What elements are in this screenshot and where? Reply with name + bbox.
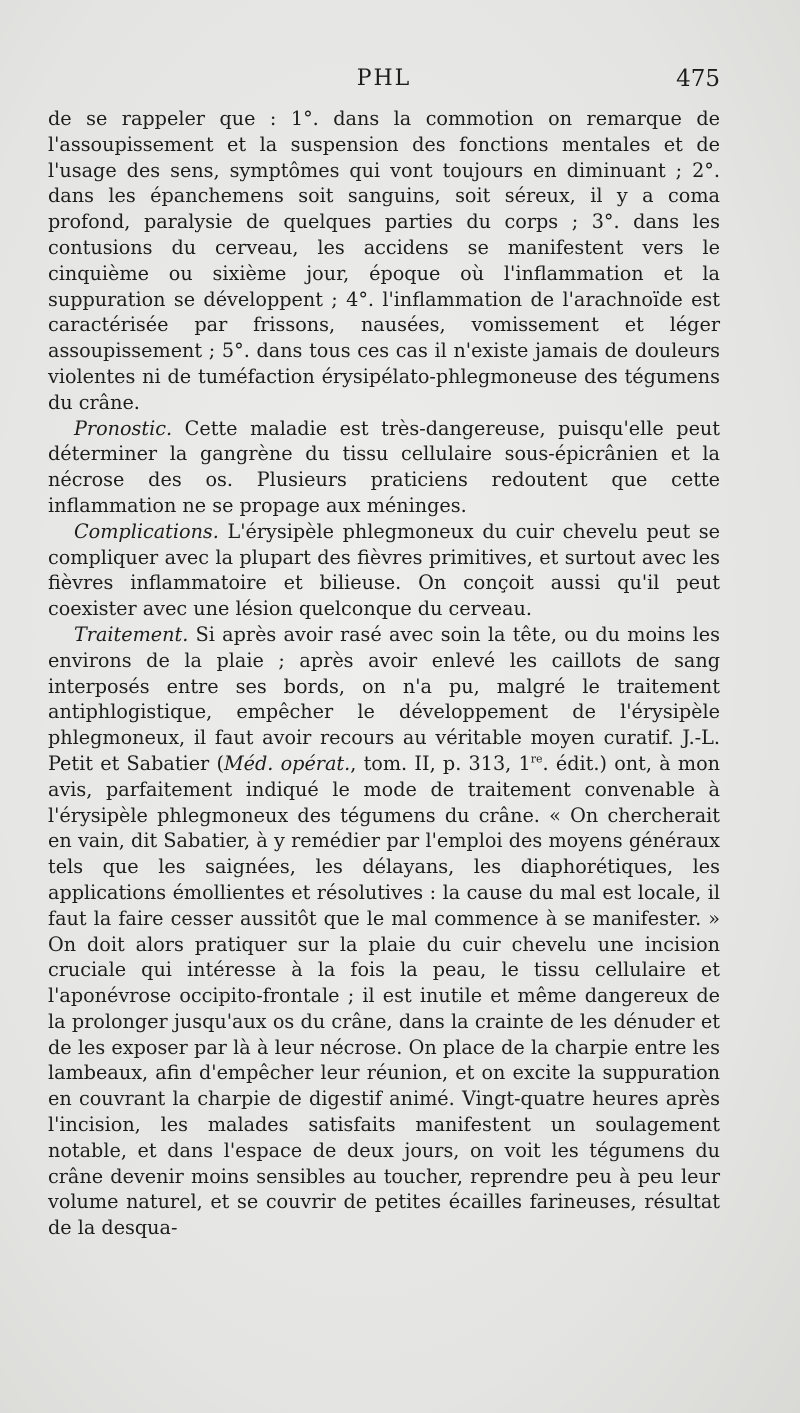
section-heading-pronostic: Pronostic. <box>74 416 173 440</box>
body-text <box>48 106 720 1241</box>
paragraph-text: , tom. II, p. 313, 1 <box>350 751 531 775</box>
paragraph-text: de se rappeler que : 1°. dans la commotion on remarque de l'assoupissement et la suspension des fonctions mentales et de l'usage des sens, symptômes qui vont toujours en diminuant ; 2°. dans les épanchemens soit sanguins, soit séreux, il y a coma profond, paralysie de quelques parties du corps ; 3°. dans les contusions du cerveau, les accidens se manifestent vers le cinquième ou sixième jour, époque où l'inflammation et la suppuration se développent ; 4°. l'inflammation de l'arachnoïde est caractérisée par frissons, nausées, vomissement et léger assoupissement ; 5°. dans tous ces cas il n'existe jamais de douleurs violentes ni de tuméfaction érysipélato-phlegmoneuse des tégumens du crâne. <box>48 107 720 414</box>
reference-title: Méd. opérat. <box>223 751 351 775</box>
paragraph-text: Cette maladie est très-dangereuse, puisqu'elle peut déterminer la gangrène du tissu cellulaire sous-épicrânien et la nécrose des os. Plusieurs praticiens redoutent que cette inflammation ne se propage aux méninges. <box>48 416 720 517</box>
paragraph-text: L'érysipèle phlegmoneux du cuir chevelu peut se compliquer avec la plupart des fièvres primitives, et surtout avec les fièvres inflammatoire et bilieuse. On conçoit aussi qu'il peut coexister avec une lésion quelconque du cerveau. <box>48 519 720 621</box>
paragraph-traitement <box>48 622 720 1241</box>
paragraph-pronostic <box>48 416 720 519</box>
paragraph-text: Si après avoir rasé avec soin la tête, ou du moins les environs de la plaie ; après avoir enlevé les caillots de sang interposés entre ses bords, on n'a pu, malgré le traitement antiphlogistique, empêcher le développement de l'érysipèle phlegmoneux, il faut avoir recours au véritable moyen curatif. J.-L. Petit et Sabatier ( <box>48 622 720 775</box>
paragraph-complications <box>48 519 720 622</box>
running-title: PHL <box>356 66 412 91</box>
page-header <box>48 66 720 96</box>
paragraph-text: . édit.) ont, à mon avis, parfaitement indiqué le mode de traitement convenable à l'érysipèle phlegmoneux des tégumens du crâne. « On chercherait en vain, dit Sabatier, à y remédier par l'emploi des moyens généraux tels que les saignées, les délayans, les diaphorétiques, les applications émollientes et résolutives : la cause du mal est locale, il faut la faire cesser aussitôt que le mal commence à se manifester. » On doit alors pratiquer sur la plaie du cuir chevelu une incision cruciale qui intéresse à la fois la peau, le tissu cellulaire et l'aponévrose occipito-frontale ; il est inutile et même dangereux de la prolonger jusqu'aux os du crâne, dans la crainte de les dénuder et de les exposer par là à leur nécrose. On place de la charpie entre les lambeaux, afin d'empêcher leur réunion, et on excite la suppuration en couvrant la charpie de digestif animé. Vingt-quatre heures après l'incision, les malades satisfaits manifestent un soulagement notable, et dans l'espace de deux jours, on voit les tégumens du crâne devenir moins sensibles au toucher, reprendre peu à peu leur volume naturel, et se couvrir de petites écailles farineuses, résultat de la desqua- <box>48 751 720 1240</box>
edition-superscript: re <box>530 752 543 766</box>
paragraph-symptoms <box>48 106 720 416</box>
section-heading-complications: Complications. <box>74 519 219 543</box>
page-number: 475 <box>676 66 720 92</box>
section-heading-traitement: Traitement. <box>74 622 189 646</box>
